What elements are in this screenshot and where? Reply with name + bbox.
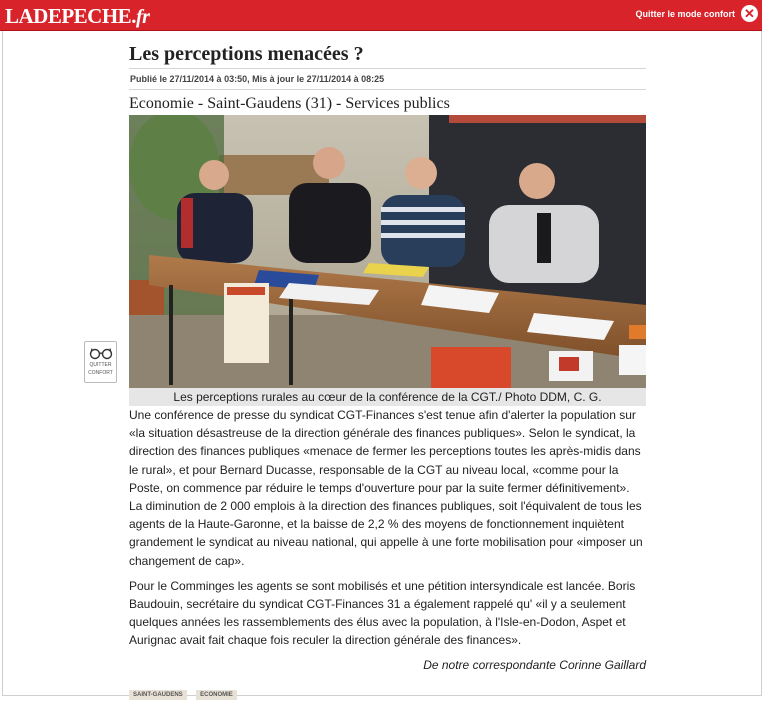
logo-main: LADEPECHE — [5, 4, 132, 28]
article-categories[interactable]: Economie - Saint-Gaudens (31) - Services publics — [129, 95, 450, 112]
paragraph: Pour le Comminges les agents se sont mobilisés et une pétition intersyndicale est lancée. Boris Baudouin, secrétaire du syndicat CGT-Finances 31 a également rappelé qu' «il y a seulement quelques années les rassemblements des élus avec la population, à l'Isle-en-Dodon, Aspet et Aurignac avait fait chaque fois reculer la direction générale des finances». — [129, 578, 636, 648]
article-body — [129, 406, 646, 650]
photo-caption: Les perceptions rurales au cœur de la conférence de la CGT./ Photo DDM, C. G. — [129, 388, 646, 406]
quit-comfort-mode-link[interactable]: Quitter le mode confort — [635, 9, 735, 19]
publish-meta: Publié le 27/11/2014 à 03:50, Mis à jour le 27/11/2014 à 08:25 — [130, 74, 385, 84]
article-title: Les perceptions menacées ? — [129, 43, 364, 65]
top-bar — [0, 0, 762, 31]
quit-comfort-button[interactable] — [84, 341, 117, 383]
tag-list — [129, 683, 646, 701]
quit-label-2: CONFORT — [88, 370, 113, 376]
article — [129, 40, 646, 701]
tag-saint-gaudens[interactable]: SAINT-GAUDENS — [129, 690, 187, 700]
quit-label-1: QUITTER — [89, 362, 112, 368]
glasses-icon — [89, 346, 113, 360]
press-conference-photo — [129, 115, 646, 388]
tag-economie[interactable]: ECONOMIE — [196, 690, 237, 700]
article-photo[interactable] — [129, 115, 646, 388]
logo-fr: fr — [135, 6, 150, 28]
site-logo[interactable] — [5, 4, 149, 29]
author-signature: De notre correspondante Corinne Gaillard — [423, 657, 646, 672]
paragraph: Une conférence de presse du syndicat CGT-Finances s'est tenue afin d'alerter la population sur «la situation désastreuse de la direction générale des finances publiques». Selon le syndicat, la direction des finances publiques «menace de fermer les perceptions toutes les après-midis dans le rural», et pour Bernard Ducasse, responsable de la CGT au niveau local, «comme pour la Poste, on commence par réduire le temps d'ouverture pour par la suite fermer définitivement». La diminution de 2 000 emplois à la direction des finances publiques, soit l'équivalent de tous les agents de la Haute-Garonne, et la baisse de 2,2 % des moyens de fonctionnement inquiètent grandement le syndicat au niveau national, qui appelle à une forte mobilisation pour «imposer un changement de cap». — [129, 408, 643, 568]
logo-dot: . — [131, 4, 136, 28]
close-icon[interactable]: ✕ — [741, 5, 758, 22]
